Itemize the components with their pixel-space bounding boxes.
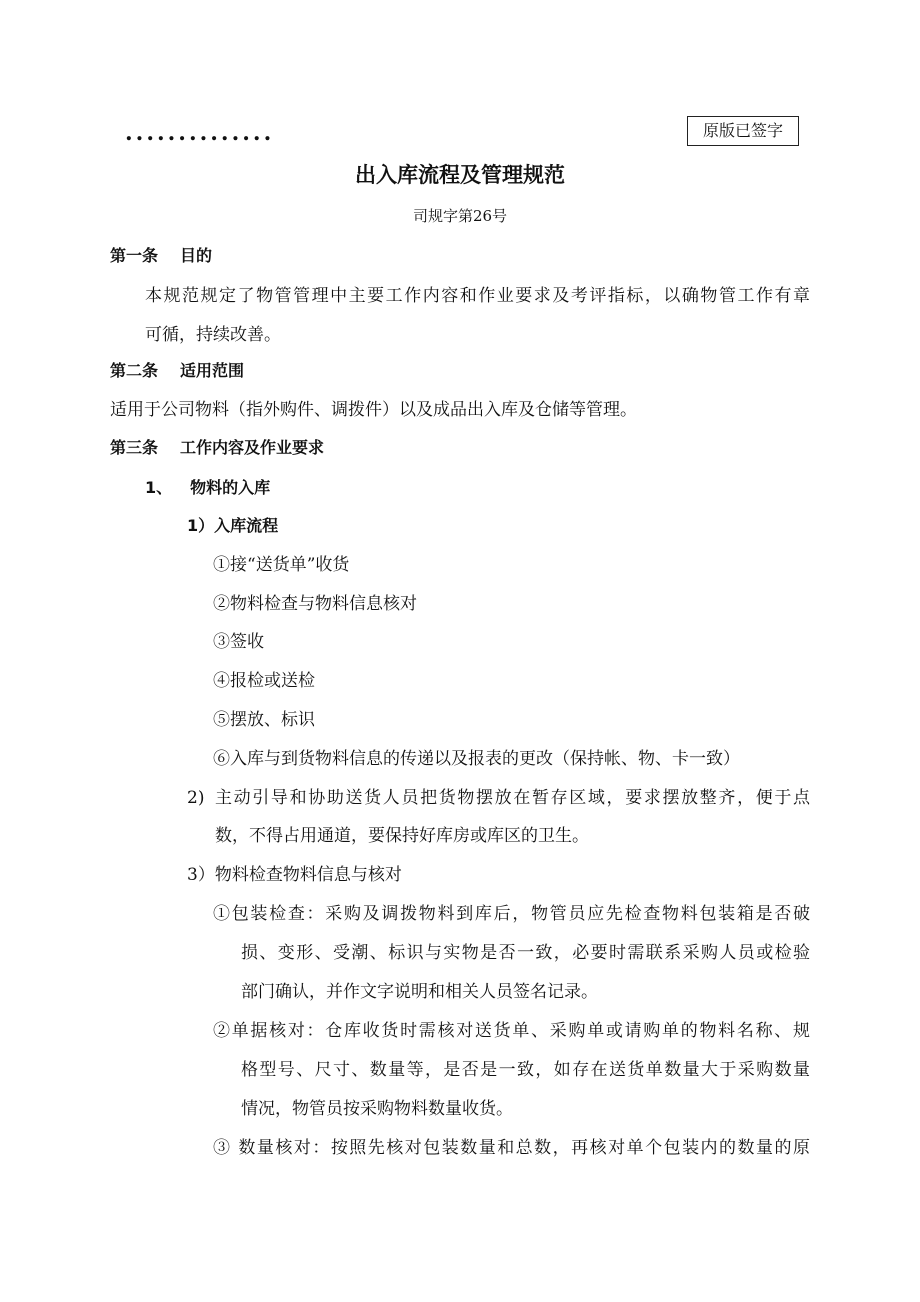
article-2-paragraph: 适用于公司物料（指外购件、调拨件）以及成品出入库及仓储等管理。 [110,400,637,420]
article-2-number: 第二条 [110,361,159,380]
article-1-number: 第一条 [110,246,159,265]
subsection-1-title: 1）入库流程 [187,516,279,535]
article-2-heading [110,356,244,386]
article-3-number: 第三条 [110,438,159,457]
document-number: 司规字第26号 [412,207,508,225]
list-item: ①接“送货单”收货 [213,555,350,575]
section-1-heading [145,473,270,503]
article-1-heading [110,241,212,271]
list-item: ③签收 [213,632,264,652]
article-1-title: 目的 [180,246,213,265]
article-3-heading [110,433,324,463]
list-item: ⑥入库与到货物料信息的传递以及报表的更改（保持帐、物、卡一致） [213,749,740,769]
check-item-2-line-1: ②单据核对：仓库收货时需核对送货单、采购单或请购单的物料名称、规 [213,1021,810,1041]
check-item-1-line-3: 部门确认，并作文字说明和相关人员签名记录。 [241,982,598,1002]
subsection-2-line-1: 主动引导和协助送货人员把货物摆放在暂存区域，要求摆放整齐，便于点 [215,788,810,808]
list-item: ②物料检查与物料信息核对 [213,594,417,614]
subsection-3-title: 3）物料检查物料信息与核对 [187,865,402,885]
section-1-number: 1、 [145,478,173,497]
list-item: ④报检或送检 [213,671,315,691]
list-item: ⑤摆放、标识 [213,710,315,730]
check-item-1-line-2: 损、变形、受潮、标识与实物是否一致，必要时需联系采购人员或检验 [241,943,810,963]
check-item-2-line-3: 情况，物管员按采购物料数量收货。 [241,1099,513,1119]
signed-badge: 原版已签字 [687,116,799,146]
subsection-2-line-2: 数，不得占用通道，要保持好库房或库区的卫生。 [215,826,589,846]
subsection-2-number: 2) [187,788,205,808]
article-1-paragraph-line-1: 本规范规定了物管管理中主要工作内容和作业要求及考评指标，以确物管工作有章 [145,286,810,306]
article-2-title: 适用范围 [180,361,245,380]
section-1-title: 物料的入库 [190,478,271,497]
check-item-2-line-2: 格型号、尺寸、数量等，是否是一致，如存在送货单数量大于采购数量 [241,1060,810,1080]
article-1-paragraph-line-2: 可循，持续改善。 [145,325,281,345]
check-item-1-line-1: ①包装检查：采购及调拨物料到库后，物管员应先检查物料包装箱是否破 [213,904,810,924]
leader-dots: .............. [125,120,275,146]
check-item-3-line-1: ③ 数量核对：按照先核对包装数量和总数，再核对单个包装内的数量的原 [213,1138,810,1158]
article-3-title: 工作内容及作业要求 [180,438,325,457]
document-title: 出入库流程及管理规范 [355,163,565,187]
